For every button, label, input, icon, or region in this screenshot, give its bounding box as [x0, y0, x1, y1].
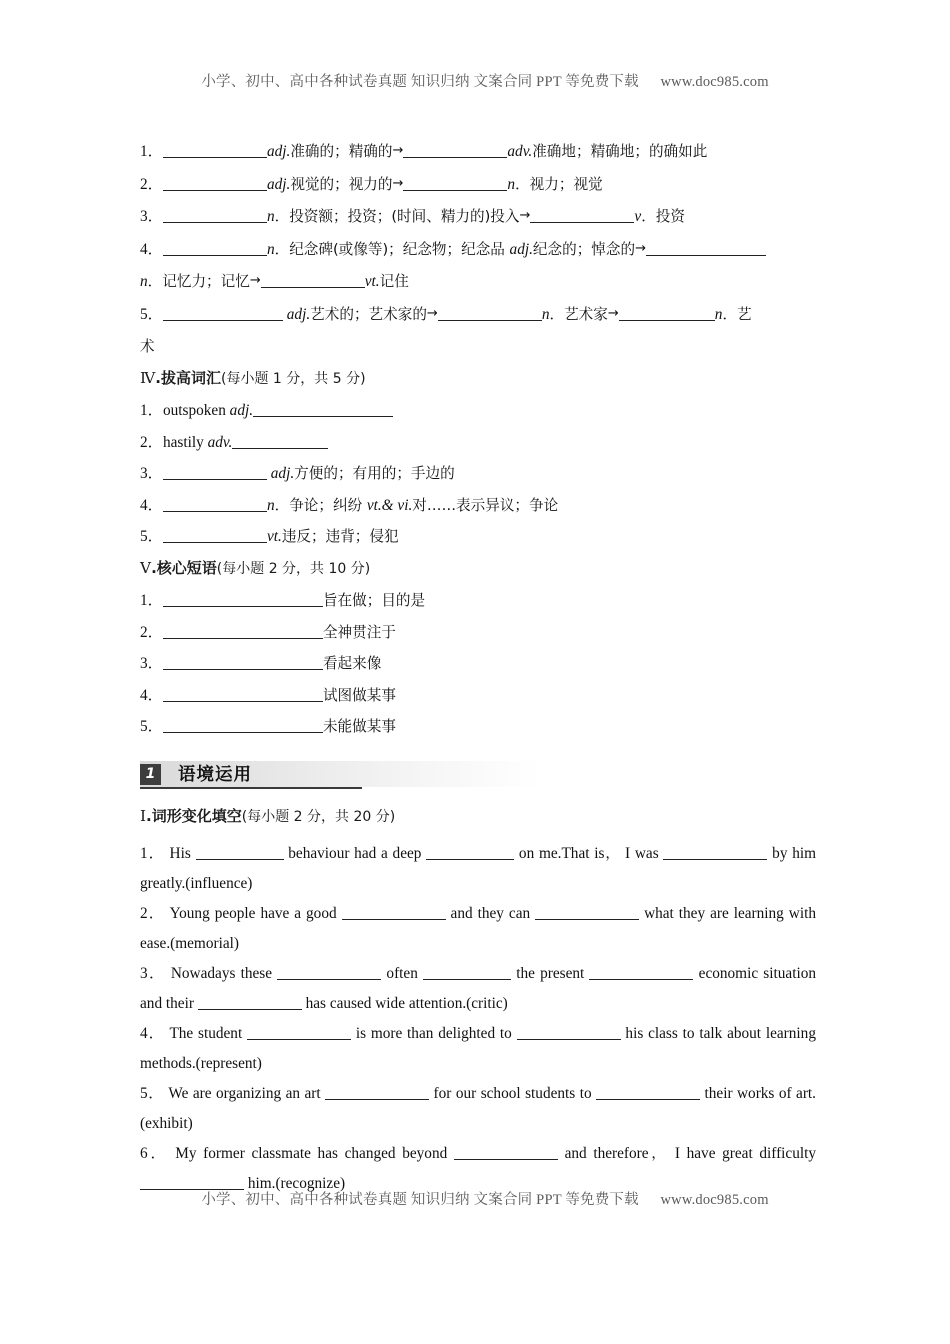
cjk-comma: ，: [648, 1146, 669, 1162]
text-run: economic situation and their: [140, 965, 816, 1012]
exercise-row: [140, 266, 816, 299]
exercise-row: [140, 680, 816, 712]
advanced-vocabulary-list: [140, 395, 816, 553]
chinese-gloss: 全神贯注于: [322, 623, 396, 641]
exercise-row: [140, 331, 816, 363]
answer-blank[interactable]: [277, 965, 381, 980]
item-number: 1．: [140, 143, 163, 160]
answer-blank[interactable]: [403, 176, 507, 191]
item-number: 3．: [140, 965, 171, 982]
exercise-row: [140, 299, 816, 332]
text-run: I was: [620, 845, 664, 862]
part-of-speech-label: vt.: [266, 528, 282, 545]
chinese-gloss: ．纪念碑(或像等)；纪念物；纪念品: [274, 240, 510, 258]
exercise-row: [140, 617, 816, 649]
chinese-gloss: 违反；违背；侵犯: [281, 528, 399, 545]
exercise-row: [140, 201, 816, 234]
part-of-speech-label: adj.: [266, 465, 295, 482]
item-number: 4．: [140, 686, 163, 704]
answer-blank[interactable]: [163, 465, 267, 480]
section-4-title: 拔高词汇: [161, 368, 222, 387]
exercise-row: [140, 136, 816, 169]
context-fill-questions: [140, 839, 816, 1199]
part-of-speech-label: adj.: [229, 402, 254, 419]
item-number: 1．: [140, 402, 163, 419]
section-heading-5: [140, 553, 816, 586]
chinese-gloss: 未能做某事: [322, 718, 396, 735]
text-run: and therefore: [557, 1145, 649, 1162]
chinese-gloss: 视觉的；视力的: [290, 175, 393, 193]
answer-blank[interactable]: [163, 718, 323, 733]
part-of-speech-label: n: [541, 305, 550, 323]
fill-in-question: [140, 959, 816, 1019]
derivation-arrow-icon: →: [607, 305, 619, 321]
answer-blank[interactable]: [198, 995, 302, 1010]
item-number: 1．: [140, 592, 163, 609]
fill-in-question: [140, 1019, 816, 1079]
part-of-speech-label: adv.: [207, 433, 233, 451]
answer-blank[interactable]: [163, 592, 323, 607]
context-section-roman: Ⅰ: [140, 806, 147, 825]
fill-in-question: [140, 839, 816, 899]
chinese-gloss: 准确地；精确地；的确如此: [532, 143, 708, 160]
answer-blank[interactable]: [163, 497, 267, 512]
derivation-arrow-icon: →: [635, 240, 646, 256]
part-of-speech-label: n: [266, 496, 275, 514]
text-run: The student: [169, 1025, 248, 1042]
answer-blank[interactable]: [535, 905, 639, 920]
text-run: on me.That is: [514, 845, 605, 862]
answer-blank[interactable]: [596, 1085, 700, 1100]
answer-blank[interactable]: [589, 965, 693, 980]
item-number: 2．: [140, 623, 163, 641]
section-4-dot: .: [155, 368, 161, 387]
context-section-title: 词形变化填空: [151, 806, 242, 825]
exercise-row: [140, 395, 816, 427]
section-4-roman: Ⅳ: [140, 368, 156, 387]
text-run: outspoken: [162, 402, 230, 419]
chinese-gloss: ．视力；视觉: [515, 175, 603, 193]
text-run: hastily: [162, 433, 208, 451]
exercise-row: [140, 585, 816, 617]
item-number: 6．: [140, 1145, 176, 1162]
section-number-badge-icon: 1: [140, 764, 161, 785]
section-5-roman: Ⅴ: [140, 558, 152, 577]
chinese-gloss: 艺术的；艺术家的: [310, 305, 427, 323]
answer-blank[interactable]: [163, 624, 323, 639]
derivation-arrow-icon: →: [249, 273, 261, 288]
section-4-points: (每小题 1 分，共 5 分): [221, 370, 366, 387]
chinese-gloss: 看起来像: [322, 655, 382, 672]
item-number: 3．: [140, 208, 163, 225]
derivation-arrow-icon: →: [519, 208, 531, 223]
part-of-speech-label: adj.: [266, 143, 291, 160]
watermark-footer: [140, 1188, 830, 1209]
text-run: what they are learning with ease.(memorial): [140, 905, 816, 952]
answer-blank[interactable]: [163, 528, 267, 543]
banner-label: 语境运用: [178, 764, 252, 785]
part-of-speech-label: v: [634, 208, 642, 225]
item-number: 2．: [140, 905, 170, 922]
part-of-speech-label: n: [507, 175, 516, 193]
exercise-row: [140, 169, 816, 202]
context-usage-banner: [140, 761, 540, 791]
answer-blank[interactable]: [163, 143, 267, 158]
answer-blank[interactable]: [426, 845, 514, 860]
item-number: 4．: [140, 240, 163, 258]
core-phrases-list: [140, 585, 816, 743]
exercise-row: [140, 711, 816, 743]
part-of-speech-label: n: [266, 208, 275, 225]
worksheet-content: [140, 136, 816, 1199]
text-run: Nowadays these: [170, 965, 278, 982]
answer-blank[interactable]: [342, 905, 446, 920]
text-run: his class to talk about learning methods.(represent): [140, 1025, 816, 1072]
answer-blank[interactable]: [253, 402, 393, 417]
watermark-footer-text: 小学、初中、高中各种试卷真题 知识归纳 文案合同 PPT 等免费下载: [201, 1192, 639, 1208]
item-number: 2．: [140, 175, 163, 193]
text-run: My former classmate has changed beyond: [175, 1145, 454, 1162]
chinese-gloss: 试图做某事: [322, 686, 396, 704]
watermark-footer-url: www.doc985.com: [660, 1192, 769, 1208]
chinese-gloss: ．投资: [641, 208, 685, 225]
chinese-gloss: ．艺术家: [549, 305, 608, 323]
text-run: is more than delighted to: [351, 1025, 517, 1042]
answer-blank[interactable]: [530, 208, 634, 223]
text-run: for our school students to: [429, 1085, 597, 1102]
part-of-speech-label: n: [714, 305, 723, 323]
chinese-gloss: 记住: [379, 273, 409, 290]
item-number: 4．: [140, 496, 163, 514]
text-run: has caused wide attention.(critic): [301, 995, 508, 1012]
chinese-gloss: ．艺: [722, 305, 752, 323]
answer-blank[interactable]: [163, 306, 283, 321]
answer-blank[interactable]: [619, 306, 715, 321]
chinese-gloss: 术: [140, 338, 155, 355]
answer-blank[interactable]: [196, 845, 284, 860]
answer-blank[interactable]: [163, 655, 323, 670]
exercise-row: [140, 521, 816, 553]
answer-blank[interactable]: [663, 845, 767, 860]
text-run: and they can: [445, 905, 536, 922]
context-section-points: (每小题 2 分，共 20 分): [241, 808, 396, 825]
answer-blank[interactable]: [438, 306, 542, 321]
item-number: 3．: [140, 465, 163, 482]
answer-blank[interactable]: [261, 273, 365, 288]
text-run: by him greatly.(influence): [140, 845, 817, 892]
answer-blank[interactable]: [163, 176, 267, 191]
derivation-arrow-icon: →: [392, 175, 404, 191]
exercise-row: [140, 427, 816, 459]
watermark-header: [140, 70, 830, 91]
item-number: 1．: [140, 845, 170, 862]
fill-in-question: [140, 1079, 816, 1139]
answer-blank[interactable]: [232, 434, 328, 449]
context-section-dot: .: [146, 806, 152, 825]
cjk-comma: ，: [604, 846, 621, 862]
item-number: 5．: [140, 1085, 169, 1102]
fill-in-question: [140, 899, 816, 959]
item-number: 4．: [140, 1025, 170, 1042]
exercise-row: [140, 648, 816, 680]
chinese-gloss: 对……表示异议；争论: [412, 496, 559, 514]
text-run: the present: [511, 965, 590, 982]
text-run: His: [169, 845, 196, 862]
section-heading-4: [140, 363, 816, 396]
chinese-gloss: 方便的；有用的；手边的: [294, 465, 455, 482]
answer-blank[interactable]: [403, 143, 507, 158]
answer-blank[interactable]: [646, 241, 766, 256]
part-of-speech-label: adv.: [507, 143, 533, 160]
exercise-row: [140, 234, 816, 267]
text-run: behaviour had a deep: [283, 845, 427, 862]
text-run: often: [381, 965, 424, 982]
chinese-gloss: ．争论；纠纷: [274, 496, 367, 514]
text-run: I have great difficulty: [668, 1145, 817, 1162]
answer-blank[interactable]: [247, 1025, 351, 1040]
chinese-gloss: ．投资额；投资；(时间、精力的)投入: [274, 208, 520, 225]
answer-blank[interactable]: [423, 965, 511, 980]
answer-blank[interactable]: [163, 241, 267, 256]
answer-blank[interactable]: [163, 687, 323, 702]
chinese-gloss: 准确的；精确的: [290, 143, 393, 160]
section-heading-context-1: [140, 801, 816, 834]
chinese-gloss: 纪念的；悼念的: [532, 240, 636, 258]
text-run: their works of art.(exhibit): [140, 1085, 817, 1132]
part-of-speech-label: adj.: [266, 175, 291, 193]
derivation-arrow-icon: →: [392, 143, 404, 158]
text-run: Young people have a good: [169, 905, 342, 922]
section-5-points: (每小题 2 分，共 10 分): [216, 560, 371, 577]
item-number: 5．: [140, 305, 163, 323]
section-5-title: 核心短语: [156, 558, 217, 577]
item-number: 5．: [140, 718, 163, 735]
watermark-header-text: 小学、初中、高中各种试卷真题 知识归纳 文案合同 PPT 等免费下载: [201, 74, 639, 90]
part-of-speech-label: vt.: [364, 273, 380, 290]
answer-blank[interactable]: [163, 208, 267, 223]
part-of-speech-label: n: [140, 273, 148, 290]
item-number: 5．: [140, 528, 163, 545]
part-of-speech-label: n: [266, 240, 275, 258]
answer-blank[interactable]: [517, 1025, 621, 1040]
text-run: We are organizing an art: [168, 1085, 326, 1102]
part-of-speech-label: adj.: [509, 240, 533, 258]
answer-blank[interactable]: [454, 1145, 558, 1160]
chinese-gloss: ．记忆力；记忆: [147, 273, 250, 290]
text-run: him.(recognize): [244, 1175, 346, 1192]
exercise-row: [140, 458, 816, 490]
watermark-header-url: www.doc985.com: [660, 74, 769, 90]
part-of-speech-label: vt.& vi.: [366, 496, 413, 514]
item-number: 3．: [140, 655, 163, 672]
item-number: 2．: [140, 433, 163, 451]
exercise-row: [140, 490, 816, 522]
derivation-arrow-icon: →: [426, 305, 438, 321]
section-5-dot: .: [151, 558, 157, 577]
answer-blank[interactable]: [325, 1085, 429, 1100]
part-of-speech-label: adj.: [282, 305, 311, 323]
chinese-gloss: 旨在做；目的是: [322, 592, 426, 609]
word-formation-list: [140, 136, 816, 363]
